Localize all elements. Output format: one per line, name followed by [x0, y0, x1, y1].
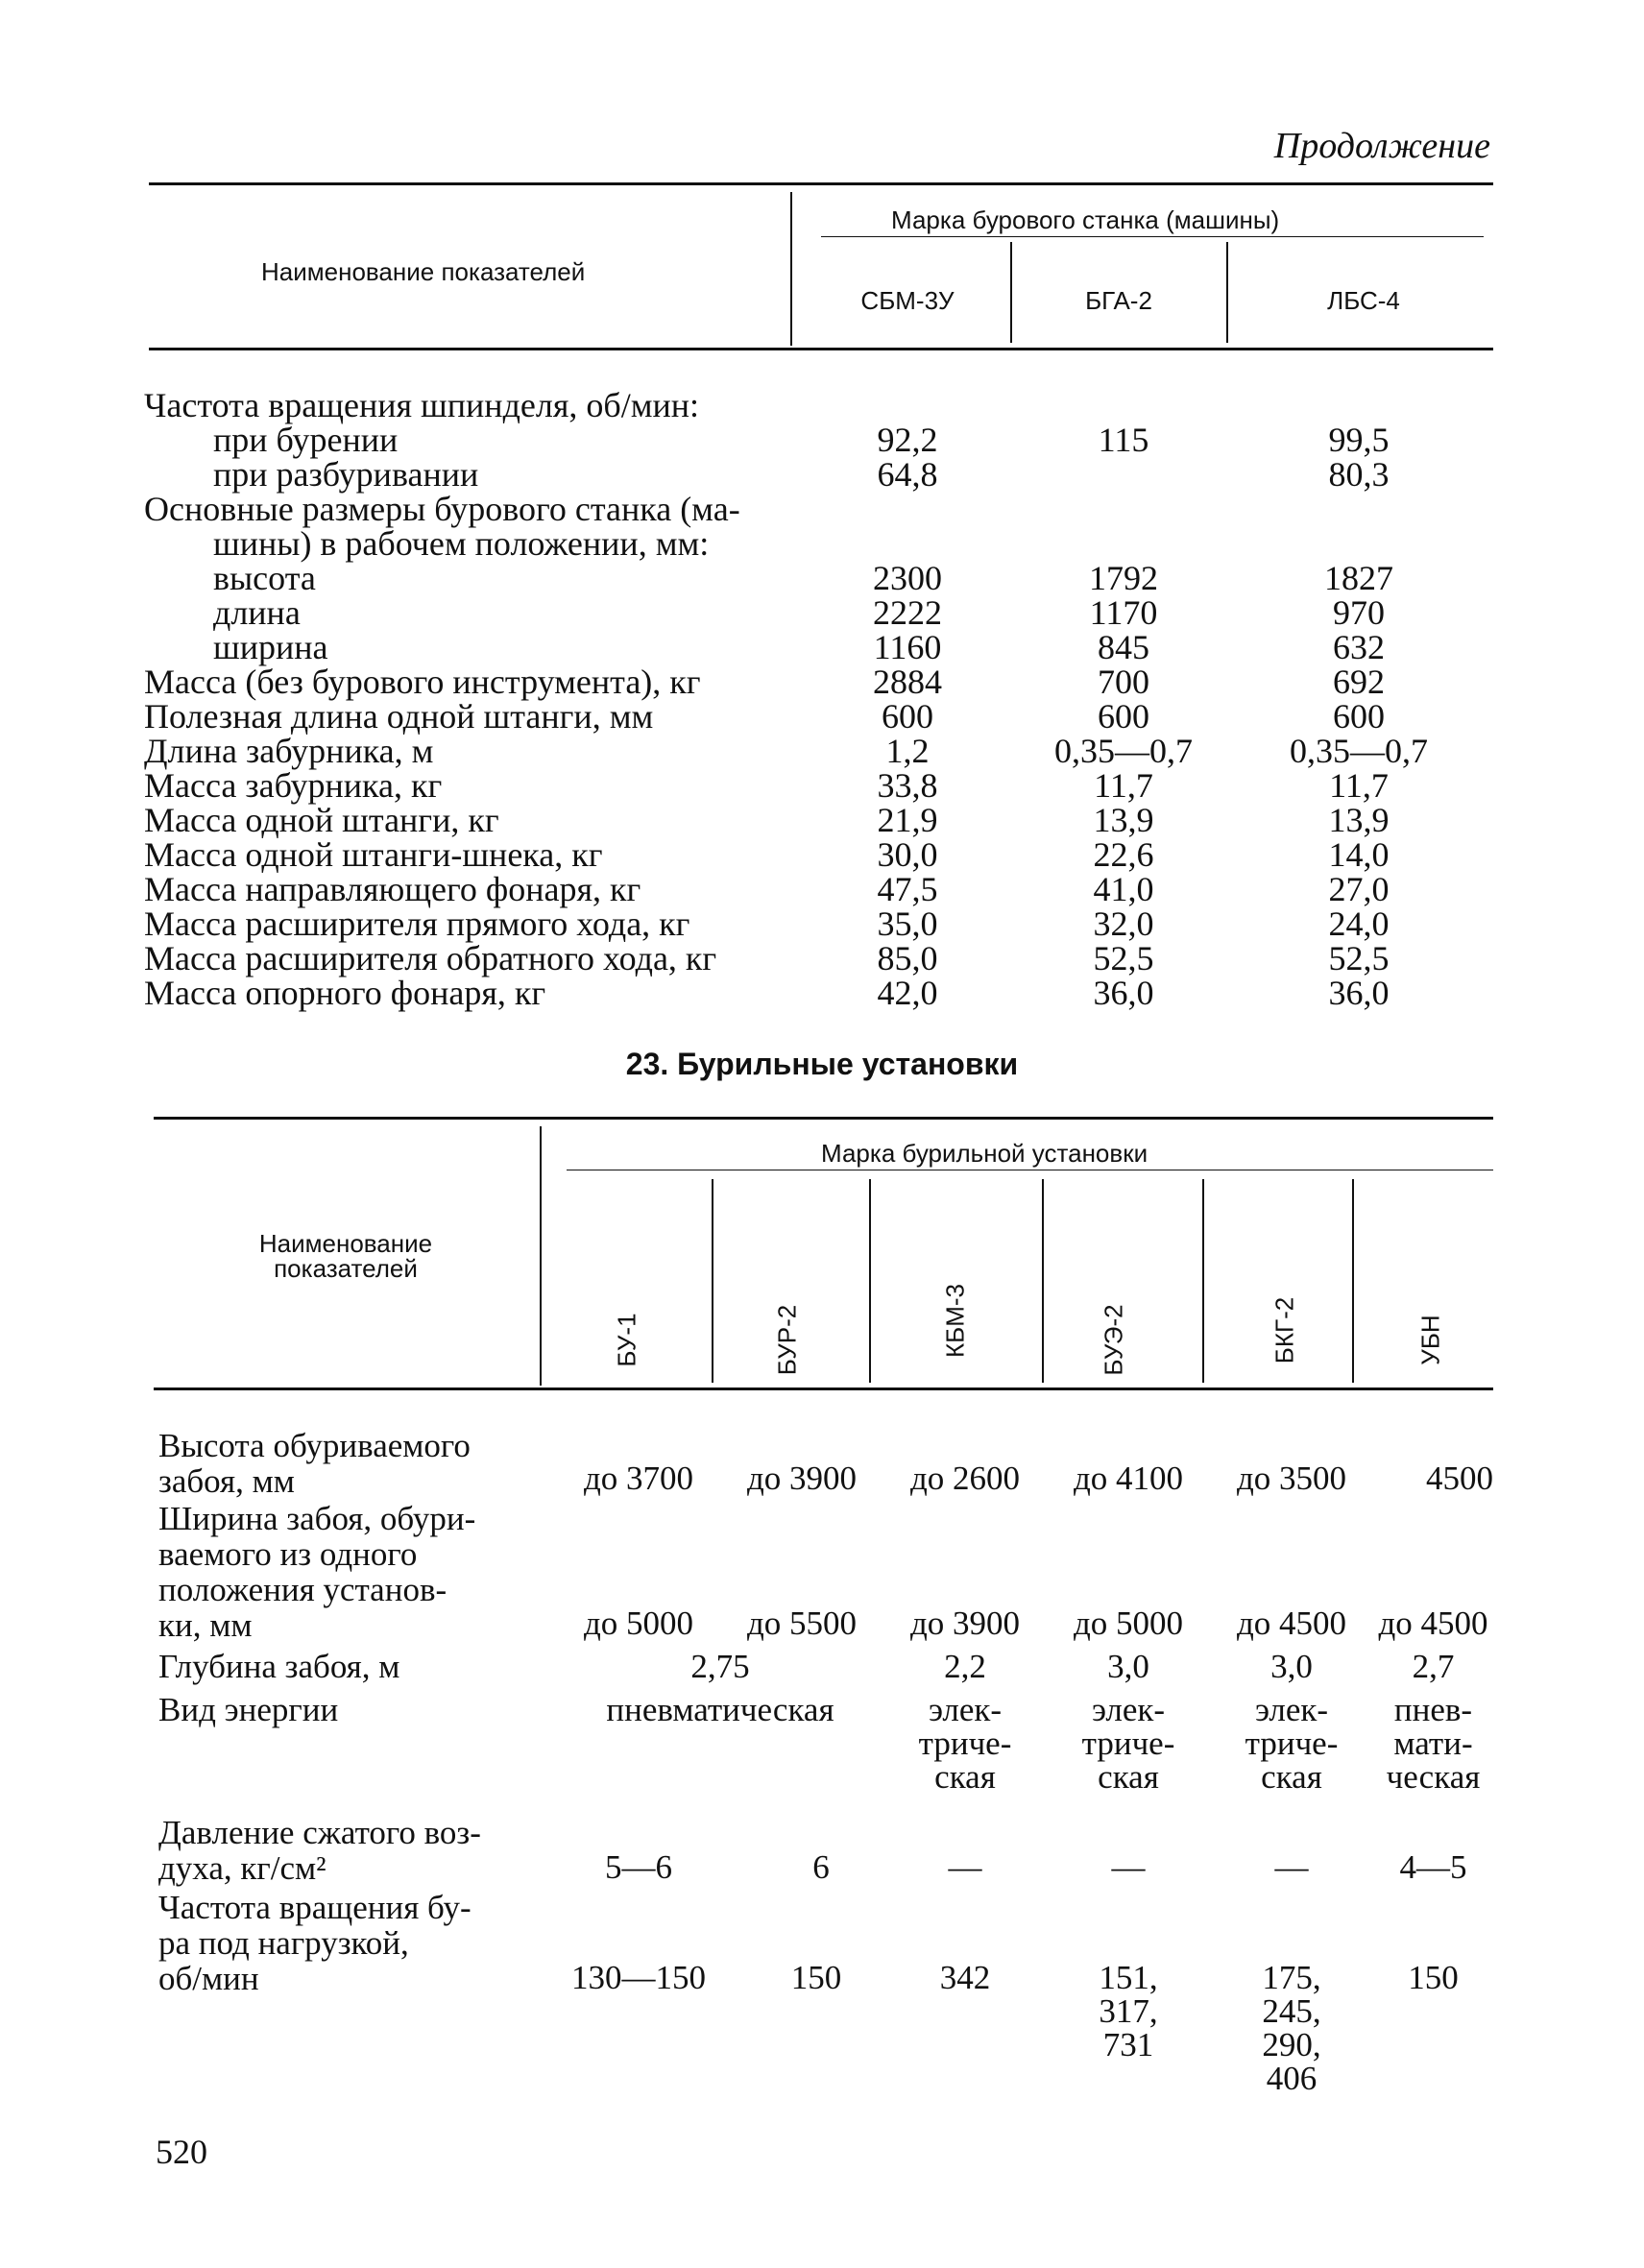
table2-indicator-header-2: показателей: [274, 1254, 418, 1283]
table1-cell: 33,8: [877, 766, 938, 805]
table1-row-label: Масса одной штанги-шнека, кг: [144, 835, 603, 874]
table1-row-label: Полезная длина одной штанги, мм: [144, 697, 654, 736]
table1-cell: 970: [1333, 593, 1385, 632]
cell-width-2: до 5500: [746, 1604, 858, 1642]
table2-indicator-header-1: Наименование: [258, 1229, 433, 1258]
table1-cell: 600: [1098, 697, 1149, 736]
table1-cell: 0,35—0,7: [1290, 732, 1428, 770]
table1-cell: 1827: [1324, 559, 1393, 597]
table1-cell: 92,2: [877, 421, 938, 459]
table1-cell: 47,5: [877, 870, 938, 908]
table1-row-label: Масса забурника, кг: [144, 766, 443, 805]
table1-cell: 692: [1333, 663, 1385, 701]
table1-cell: 1,2: [885, 732, 930, 770]
table1-top-rule: [149, 182, 1493, 185]
table1-cell: 36,0: [1328, 974, 1390, 1012]
row-label-rotation: Частота вращения бу- ра под нагрузкой, об/мин: [158, 1889, 471, 1997]
table1-row-label: при разбуривании: [213, 455, 479, 494]
cell-rotation-4: 151, 317, 731: [1099, 1959, 1158, 2063]
cell-pressure-1: 5—6: [605, 1848, 672, 1886]
cell-energy-4: элек- триче- ская: [1081, 1691, 1175, 1796]
table1-row-label: Длина забурника, м: [144, 732, 434, 770]
row-label-pressure: Давление сжатого воз- духа, кг/см²: [158, 1814, 481, 1887]
cell-energy-merged: пневматическая: [606, 1691, 834, 1728]
table1-col-divider-2: [1226, 242, 1228, 343]
cell-height-1: до 3700: [583, 1460, 694, 1497]
table2-col-header-5: БКГ-2: [1269, 1296, 1299, 1364]
table2-col-header-1: БУ-1: [612, 1313, 641, 1367]
cell-rotation-2: 150: [790, 1959, 842, 1996]
table1-brand-rule: [821, 236, 1484, 237]
table2-title: 23. Бурильные установки: [625, 1047, 1019, 1081]
cell-rotation-3: 342: [939, 1959, 991, 1996]
cell-rotation-5: 175, 245, 290, 406: [1262, 1959, 1321, 2097]
table1-row-label: высота: [213, 559, 316, 597]
table1-row-label: Масса расширителя прямого хода, кг: [144, 905, 690, 943]
cell-depth-4: 3,0: [1107, 1648, 1149, 1685]
table1-cell: 11,7: [1094, 766, 1153, 805]
table1-cell: 11,7: [1329, 766, 1389, 805]
table1-cell: 1160: [873, 628, 942, 666]
table2-top-rule: [154, 1117, 1493, 1120]
table2-col-divider-5: [1352, 1179, 1354, 1383]
table2-col-header-4: БУЭ-2: [1099, 1304, 1128, 1376]
cell-height-2: до 3900: [746, 1460, 858, 1497]
table1-cell: 35,0: [877, 905, 938, 943]
cell-pressure-3: —: [948, 1848, 982, 1886]
table1-cell: 85,0: [877, 939, 938, 977]
table1-row-label: длина: [213, 593, 301, 632]
table1-cell: 13,9: [1093, 801, 1154, 839]
table1-cell: 80,3: [1328, 455, 1390, 494]
table1-cell: 2222: [873, 593, 942, 632]
cell-height-3: до 2600: [909, 1460, 1021, 1497]
table1-cell: 2300: [873, 559, 942, 597]
table2-col-divider-3: [1042, 1179, 1044, 1383]
table1-brand-header: Марка бурового станка (машины): [891, 205, 1280, 234]
table1-row-label: Частота вращения шпинделя, об/мин:: [144, 386, 700, 424]
table1-cell: 1170: [1089, 593, 1158, 632]
cell-pressure-2: 6: [812, 1848, 830, 1886]
cell-height-4: до 4100: [1073, 1460, 1184, 1497]
cell-depth-5: 3,0: [1270, 1648, 1313, 1685]
table1-cell: 36,0: [1093, 974, 1154, 1012]
cell-width-5: до 4500: [1236, 1604, 1347, 1642]
row-label-height: Высота обуриваемого забоя, мм: [158, 1427, 471, 1500]
table1-cell: 99,5: [1328, 421, 1390, 459]
cell-depth-3: 2,2: [944, 1648, 986, 1685]
table1-col-header-3: ЛБС-4: [1327, 286, 1400, 315]
table1-cell: 115: [1098, 421, 1149, 459]
table1-cell: 632: [1333, 628, 1385, 666]
table1-cell: 64,8: [877, 455, 938, 494]
row-label-width: Ширина забоя, обури- ваемого из одного положения установ- ки, мм: [158, 1500, 476, 1644]
continuation-label: Продолжение: [1273, 126, 1490, 166]
cell-pressure-5: —: [1274, 1848, 1309, 1886]
table1-cell: 24,0: [1328, 905, 1390, 943]
table1-row-label: Масса направляющего фонаря, кг: [144, 870, 641, 908]
cell-width-6: до 4500: [1378, 1604, 1488, 1642]
table1-row-label: при бурении: [213, 421, 399, 459]
table1-cell: 845: [1098, 628, 1149, 666]
table1-cell: 22,6: [1093, 835, 1154, 874]
table1-col-header-1: СБМ-3У: [860, 286, 955, 315]
cell-energy-5: элек- триче- ская: [1245, 1691, 1339, 1796]
table2-col-header-3: КБМ-3: [940, 1284, 970, 1358]
cell-width-1: до 5000: [583, 1604, 694, 1642]
table2-header-divider: [540, 1126, 542, 1386]
page-number: 520: [156, 2133, 207, 2171]
table2-col-header-6: УБН: [1415, 1315, 1445, 1365]
table1-cell: 41,0: [1093, 870, 1154, 908]
table1-cell: 700: [1098, 663, 1149, 701]
table1-row-label: ширина: [213, 628, 328, 666]
table1-cell: 27,0: [1328, 870, 1390, 908]
table1-cell: 30,0: [877, 835, 938, 874]
cell-width-3: до 3900: [909, 1604, 1021, 1642]
table1-row-label: шины) в рабочем положении, мм:: [213, 524, 710, 563]
cell-width-4: до 5000: [1073, 1604, 1184, 1642]
cell-depth-merged: 2,75: [690, 1648, 750, 1685]
table1-header-rule: [149, 348, 1493, 350]
row-label-depth: Глубина забоя, м: [158, 1648, 400, 1685]
table1-cell: 0,35—0,7: [1054, 732, 1193, 770]
table1-indicator-header: Наименование показателей: [261, 257, 586, 286]
table1-cell: 32,0: [1093, 905, 1154, 943]
table2-col-divider-1: [712, 1179, 713, 1383]
table1-cell: 2884: [873, 663, 942, 701]
row-label-energy: Вид энергии: [158, 1691, 339, 1728]
table1-row-label: Основные размеры бурового станка (ма-: [144, 490, 740, 528]
table1-cell: 21,9: [877, 801, 938, 839]
cell-height-5: до 3500: [1236, 1460, 1347, 1497]
cell-energy-6: пнев- мати- ческая: [1386, 1691, 1481, 1796]
table1-cell: 13,9: [1328, 801, 1390, 839]
cell-height-6: 4500: [1426, 1460, 1493, 1497]
table1-cell: 14,0: [1328, 835, 1390, 874]
table1-col-divider-1: [1010, 242, 1012, 343]
table1-cell: 600: [882, 697, 933, 736]
table1-row-label: Масса одной штанги, кг: [144, 801, 499, 839]
table1-cell: 600: [1333, 697, 1385, 736]
table2-col-divider-4: [1202, 1179, 1204, 1383]
table2-col-divider-2: [869, 1179, 871, 1383]
cell-depth-6: 2,7: [1412, 1648, 1455, 1685]
cell-energy-3: элек- триче- ская: [918, 1691, 1012, 1796]
cell-rotation-6: 150: [1408, 1959, 1459, 1996]
table2-col-header-2: БУР-2: [772, 1304, 802, 1376]
table1-row-label: Масса расширителя обратного хода, кг: [144, 939, 717, 977]
cell-pressure-6: 4—5: [1399, 1848, 1467, 1886]
table2-header-rule: [154, 1387, 1493, 1390]
table1-cell: 42,0: [877, 974, 938, 1012]
table1-header-divider: [790, 192, 792, 346]
table1-cell: 1792: [1089, 559, 1158, 597]
table2-brand-header: Марка бурильной установки: [821, 1139, 1148, 1168]
table1-col-header-2: БГА-2: [1085, 286, 1152, 315]
cell-rotation-1: 130—150: [571, 1959, 706, 1996]
table1-row-label: Масса опорного фонаря, кг: [144, 974, 546, 1012]
table1-row-label: Масса (без бурового инструмента), кг: [144, 663, 701, 701]
cell-pressure-4: —: [1111, 1848, 1146, 1886]
table1-cell: 52,5: [1093, 939, 1154, 977]
table1-cell: 52,5: [1328, 939, 1390, 977]
